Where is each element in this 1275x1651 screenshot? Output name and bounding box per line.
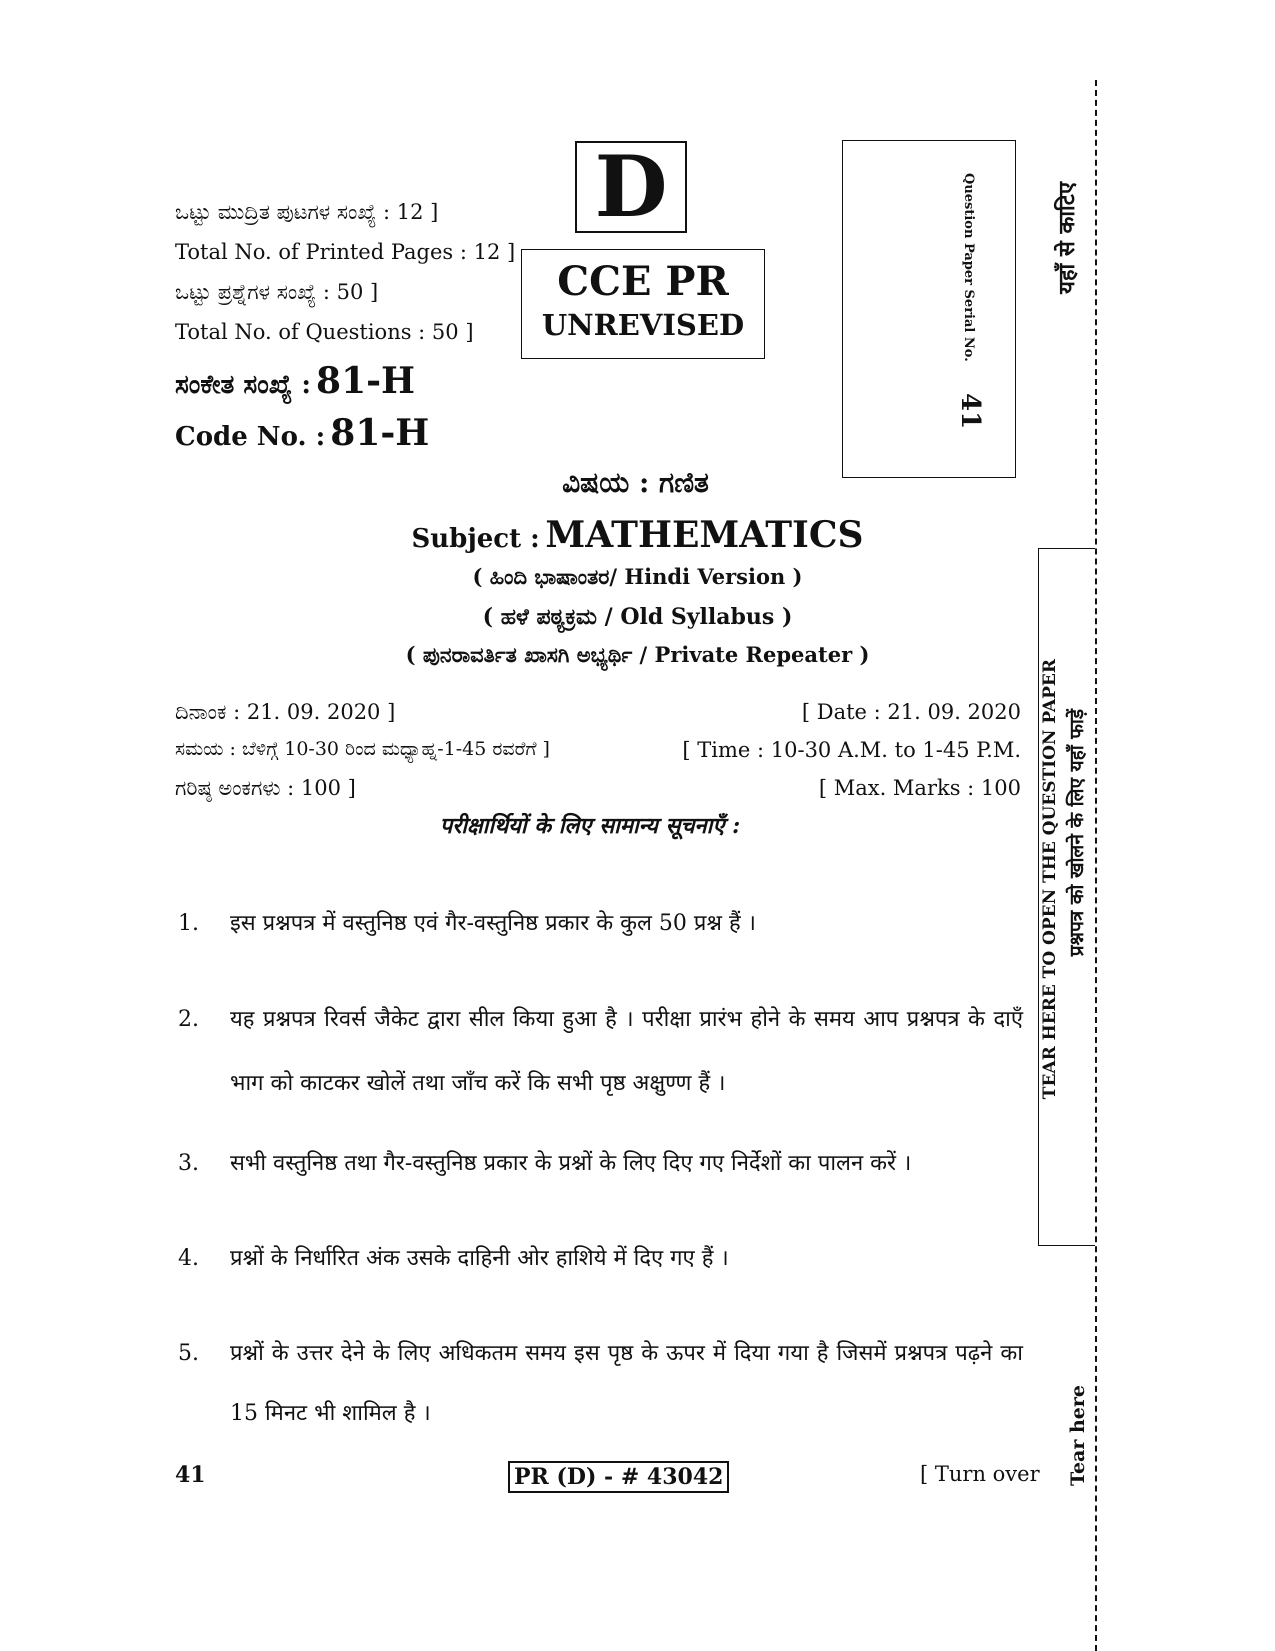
turn-over-label: [ Turn over <box>920 1462 1040 1486</box>
candidate-line: ( ಪುನರಾವರ್ತಿತ ಖಾಸಗಿ ಅಭ್ಯರ್ಥಿ / Private Repeater ) <box>405 642 870 667</box>
version-line: ( ಹಿಂದಿ ಭಾಷಾಂತರ/ Hindi Version ) <box>472 564 803 589</box>
subject-kannada: ವಿಷಯ : ಗಣಿತ <box>562 466 709 499</box>
max-marks: [ Max. Marks : 100 <box>818 776 1021 800</box>
kannada-date: ದಿನಾಂಕ : 21. 09. 2020 ] <box>175 700 396 724</box>
kannada-printed-pages: ಒಟ್ಟು ಮುದ್ರಿತ ಪುಟಗಳ ಸಂಖ್ಯೆ : 12 ] <box>175 200 439 224</box>
tear-here-hindi-top: यहाँ से काटिए <box>1054 182 1080 294</box>
serial-label: Question Paper Serial No. <box>961 173 976 362</box>
kannada-time: ಸಮಯ : ಬೆಳಿಗ್ಗೆ 10-30 ರಿಂದ ಮಧ್ಯಾಹ್ನ-1-45 ರವರೆಗೆ ] <box>175 738 550 760</box>
instruction-text: इस प्रश्नपत्र में वस्तुनिष्ठ एवं गैर-वस्तुनिष्ठ प्रकार के कुल 50 प्रश्न हैं । <box>230 911 756 936</box>
instruction-text: सभी वस्तुनिष्ठ तथा गैर-वस्तुनिष्ठ प्रकार के प्रश्नों के लिए दिए गए निर्देशों का पालन करें । <box>230 1151 912 1176</box>
tear-hindi-label: प्रश्नपत्र को खोलने के लिए यहाँ फाड़ें <box>1066 709 1088 957</box>
instruction-number: 5. <box>178 1341 199 1366</box>
instruction-item <box>178 1330 1023 1444</box>
scheme-box <box>521 249 765 359</box>
instruction-text: यह प्रश्नपत्र रिवर्स जैकेट द्वारा सील किया हुआ है । परीक्षा प्रारंभ होने के समय आप प्रश्नपत्र के दाएँ भाग को काटकर खोलें तथा जाँच करें कि सभी पृष्ठ अक्षुण्ण हैं । <box>230 1007 1023 1096</box>
instruction-text: प्रश्नों के उत्तर देने के लिए अधिकतम समय इस पृष्ठ के ऊपर में दिया गया है जिसमें प्रश्नपत्र पढ़ने का 15 मिनट भी शामिल है । <box>230 1341 1023 1426</box>
exam-time: [ Time : 10-30 A.M. to 1-45 P.M. <box>682 738 1021 762</box>
serial-value: 41 <box>955 393 985 430</box>
kannada-code-line <box>175 360 415 402</box>
subject-name: MATHEMATICS <box>545 514 864 556</box>
instruction-number: 1. <box>178 911 199 936</box>
instructions-heading: परीक्षार्थियों के लिए सामान्य सूचनाएँ : <box>439 813 741 839</box>
instruction-item <box>178 1140 1023 1188</box>
instruction-number: 3. <box>178 1151 199 1176</box>
kannada-max-marks: ಗರಿಷ್ಠ ಅಂಕಗಳು : 100 ] <box>175 776 356 800</box>
footer-page-code: 41 <box>175 1462 206 1488</box>
tear-dashed-line[interactable] <box>1095 80 1097 1651</box>
kannada-total-questions: ಒಟ್ಟು ಪ್ರಶ್ನೆಗಳ ಸಂಖ್ಯೆ : 50 ] <box>175 280 379 304</box>
tear-english-label: TEAR HERE TO OPEN THE QUESTION PAPER <box>1040 659 1060 1100</box>
syllabus-line: ( ಹಳೆ ಪಠ್ಯಕ್ರಮ / Old Syllabus ) <box>482 604 793 630</box>
instruction-number: 4. <box>178 1246 199 1271</box>
tear-here-label: Tear here <box>1067 1385 1089 1486</box>
instruction-number: 2. <box>178 1007 199 1032</box>
code-line <box>175 412 429 454</box>
instruction-item <box>178 996 1023 1116</box>
paper-set-box: D <box>575 141 687 233</box>
printed-pages: Total No. of Printed Pages : 12 ] <box>175 240 516 264</box>
subject-label: Subject : <box>411 524 540 554</box>
instruction-text: प्रश्नों के निर्धारित अंक उसके दाहिनी ओर हाशिये में दिए गए हैं । <box>230 1246 729 1271</box>
total-questions: Total No. of Questions : 50 ] <box>175 320 474 344</box>
footer-paper-code: PR (D) - # 43042 <box>508 1461 729 1493</box>
code-label: Code No. : <box>175 422 326 452</box>
kannada-code-label: ಸಂಕೇತ ಸಂಖ್ಯೆ : <box>175 370 311 400</box>
scheme-subtitle: UNREVISED <box>541 308 745 342</box>
tear-instruction-box <box>1038 548 1095 1246</box>
serial-number-box <box>842 140 1016 478</box>
kannada-code-value: 81-H <box>316 360 416 402</box>
code-value: 81-H <box>330 412 430 454</box>
scheme-title: CCE PR <box>557 258 729 305</box>
exam-date: [ Date : 21. 09. 2020 <box>801 700 1021 724</box>
instruction-item <box>178 1235 1023 1283</box>
instruction-item <box>178 900 1023 948</box>
